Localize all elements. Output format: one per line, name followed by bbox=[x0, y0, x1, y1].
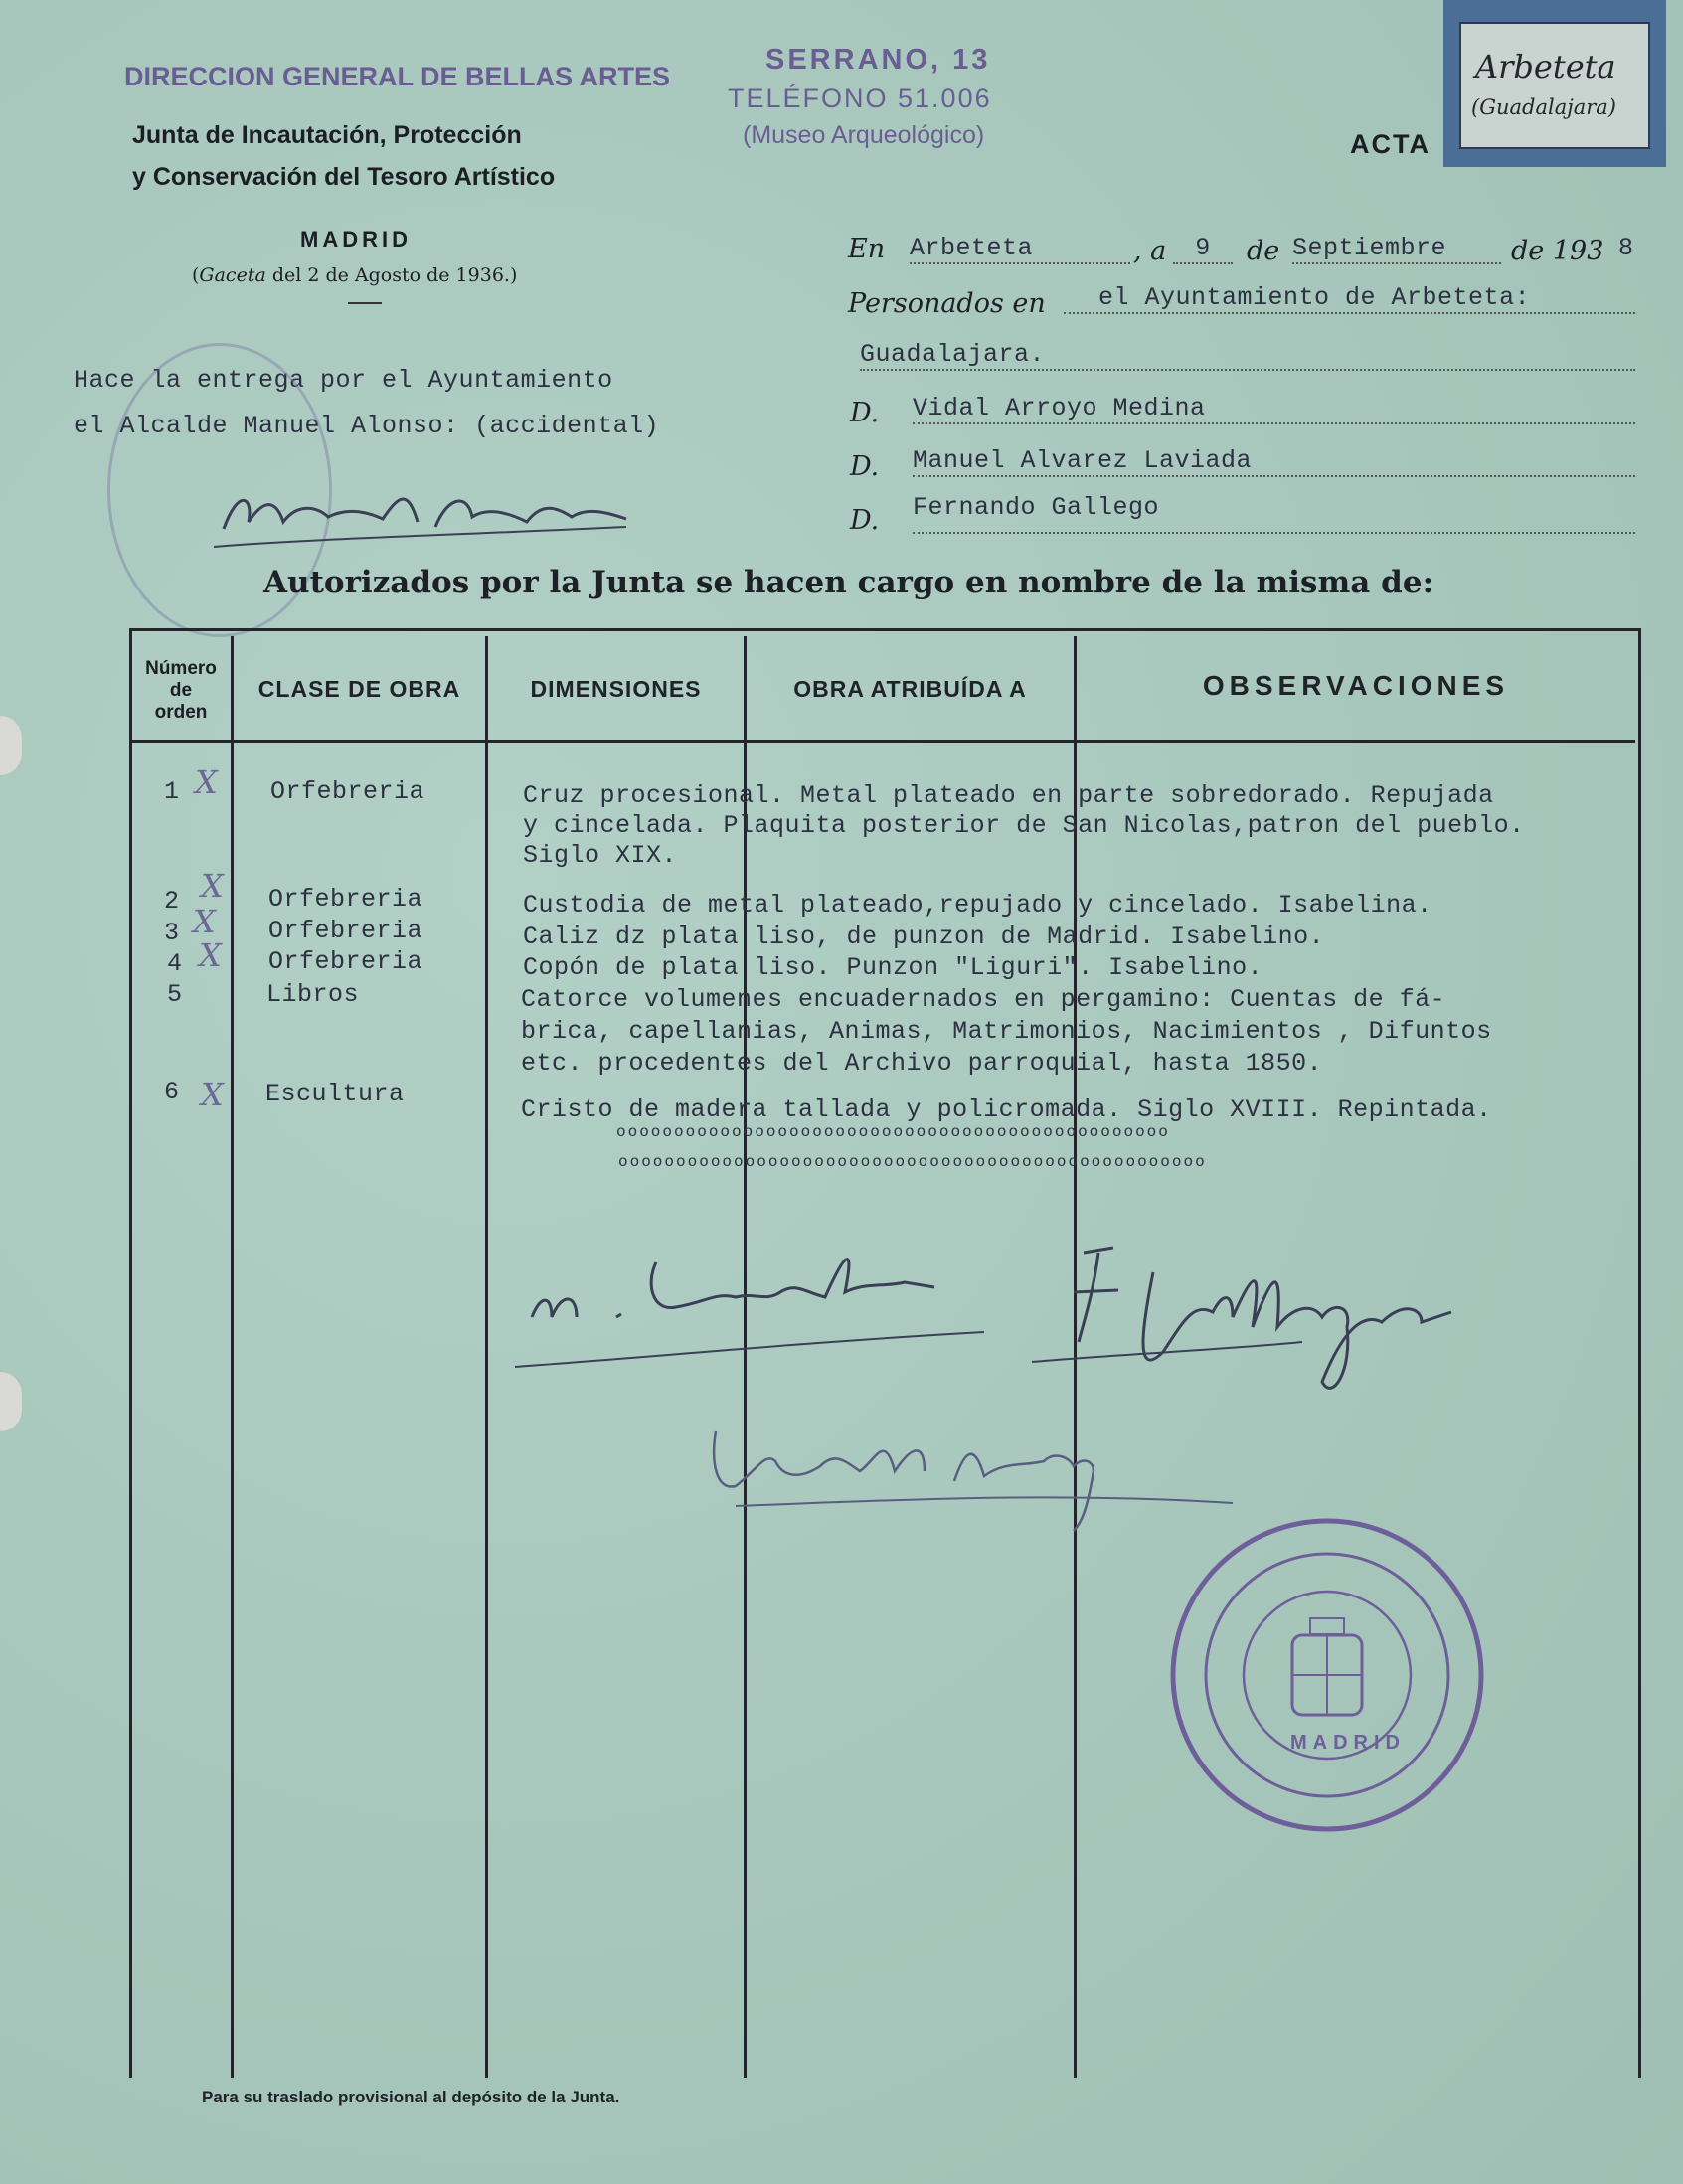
city-madrid: MADRID bbox=[300, 227, 412, 252]
entrega-line1: Hace la entrega por el Ayuntamiento bbox=[74, 366, 613, 395]
row-num: 4 bbox=[167, 949, 183, 978]
header-dimensiones: DIMENSIONES bbox=[530, 676, 702, 702]
person-3: Fernando Gallego bbox=[913, 493, 1635, 534]
address-phone: TELÉFONO 51.006 bbox=[728, 84, 992, 113]
row-description: Caliz dz plata liso, de punzon de Madrid. Isabelino. bbox=[523, 923, 1325, 951]
row-description: Cristo de madera tallada y policromada. Siglo XVIII. Repintada. bbox=[521, 1095, 1492, 1124]
sticker-province: (Guadalajara) bbox=[1471, 95, 1616, 119]
header-numero: Número de orden bbox=[145, 658, 217, 723]
table-header-rule bbox=[129, 740, 1635, 743]
header-observaciones: OBSERVACIONES bbox=[1202, 670, 1510, 701]
check-mark: X bbox=[199, 936, 222, 974]
signature-gallego bbox=[1024, 1233, 1471, 1422]
filler-line: oooooooooooooooooooooooooooooooooooooooooooooooo bbox=[616, 1123, 1170, 1141]
autorizados-heading: Autorizados por la Junta se hacen cargo en nombre de la misma de: bbox=[263, 565, 1434, 600]
row-description: Cruz procesional. Metal plateado en parte sobredorado. Repujada y cincelada. Plaquita posterior de San Nicolas,patron del pueblo. Siglo XIX. bbox=[523, 781, 1525, 870]
row-clase: Orfebreria bbox=[268, 947, 423, 976]
signature-laviada bbox=[507, 1223, 1004, 1382]
divider bbox=[348, 302, 382, 304]
row-num: 1 bbox=[164, 777, 180, 806]
address-museum: (Museo Arqueológico) bbox=[743, 121, 985, 149]
row-num: 2 bbox=[164, 887, 180, 916]
header-atribuida: OBRA ATRIBUÍDA A bbox=[793, 676, 1027, 702]
check-mark: X bbox=[201, 867, 224, 905]
filler-line: ooooooooooooooooooooooooooooooooooooooooooooooooooo bbox=[618, 1153, 1207, 1171]
en-value: Arbeteta bbox=[910, 234, 1130, 264]
entrega-line2: el Alcalde Manuel Alonso: (accidental) bbox=[74, 412, 660, 440]
official-round-stamp bbox=[1163, 1511, 1491, 1839]
a-label: , a bbox=[1133, 236, 1167, 266]
en-label: En bbox=[848, 234, 886, 264]
year-label: de 193 bbox=[1511, 236, 1604, 266]
row-description: Catorce volumenes encuadernados en pergamino: Cuentas de fá- brica, capellanias, Animas, Matrimonios, Nacimientos , Difuntos etc. procedentes del Archivo parroquial, hasta 1850. bbox=[521, 985, 1492, 1078]
row-num: 6 bbox=[164, 1078, 180, 1106]
d-label: D. bbox=[850, 505, 880, 536]
signature-alonso bbox=[209, 467, 656, 557]
acta-label: ACTA bbox=[1350, 129, 1431, 159]
row-clase: Orfebreria bbox=[268, 885, 423, 914]
personados-value2: Guadalajara. bbox=[860, 340, 1635, 371]
address-street: SERRANO, 13 bbox=[765, 44, 991, 76]
header-clase: CLASE DE OBRA bbox=[257, 676, 461, 702]
personados-value: el Ayuntamiento de Arbeteta: bbox=[1064, 283, 1635, 314]
personados-label: Personados en bbox=[848, 288, 1046, 319]
de-label: de bbox=[1247, 236, 1280, 266]
gaceta-line: (Gaceta del 2 de Agosto de 1936.) bbox=[192, 264, 518, 286]
junta-line1: Junta de Incautación, Protección bbox=[132, 121, 522, 149]
d-label: D. bbox=[850, 398, 880, 428]
check-mark: X bbox=[201, 1076, 224, 1113]
row-description: Copón de plata liso. Punzon "Liguri". Isabelino. bbox=[523, 953, 1263, 982]
check-mark: X bbox=[195, 763, 218, 801]
day-value: 9 bbox=[1173, 234, 1233, 264]
person-1: Vidal Arroyo Medina bbox=[913, 394, 1635, 424]
person-2: Manuel Alvarez Laviada bbox=[913, 446, 1635, 477]
label-sticker bbox=[1443, 0, 1666, 167]
stamp-city: MADRID bbox=[1290, 1732, 1406, 1754]
row-clase: Escultura bbox=[265, 1080, 405, 1108]
row-num: 5 bbox=[167, 980, 183, 1009]
row-description: Custodia de metal plateado,repujado y cincelado. Isabelina. bbox=[523, 891, 1432, 920]
year-digit: 8 bbox=[1618, 234, 1634, 262]
d-label: D. bbox=[850, 451, 880, 482]
sticker-place: Arbeteta bbox=[1475, 48, 1616, 85]
direccion-stamp: DIRECCION GENERAL DE BELLAS ARTES bbox=[124, 62, 671, 91]
junta-line2: y Conservación del Tesoro Artístico bbox=[132, 163, 556, 191]
row-clase: Orfebreria bbox=[270, 777, 425, 806]
row-clase: Orfebreria bbox=[268, 917, 423, 945]
col-divider bbox=[485, 636, 488, 2078]
footer-note: Para su traslado provisional al depósito de la Junta. bbox=[202, 2088, 620, 2106]
col-divider bbox=[231, 636, 234, 2078]
check-mark: X bbox=[193, 903, 216, 940]
row-num: 3 bbox=[164, 919, 180, 947]
row-clase: Libros bbox=[266, 980, 360, 1009]
month-value: Septiembre bbox=[1292, 234, 1501, 264]
